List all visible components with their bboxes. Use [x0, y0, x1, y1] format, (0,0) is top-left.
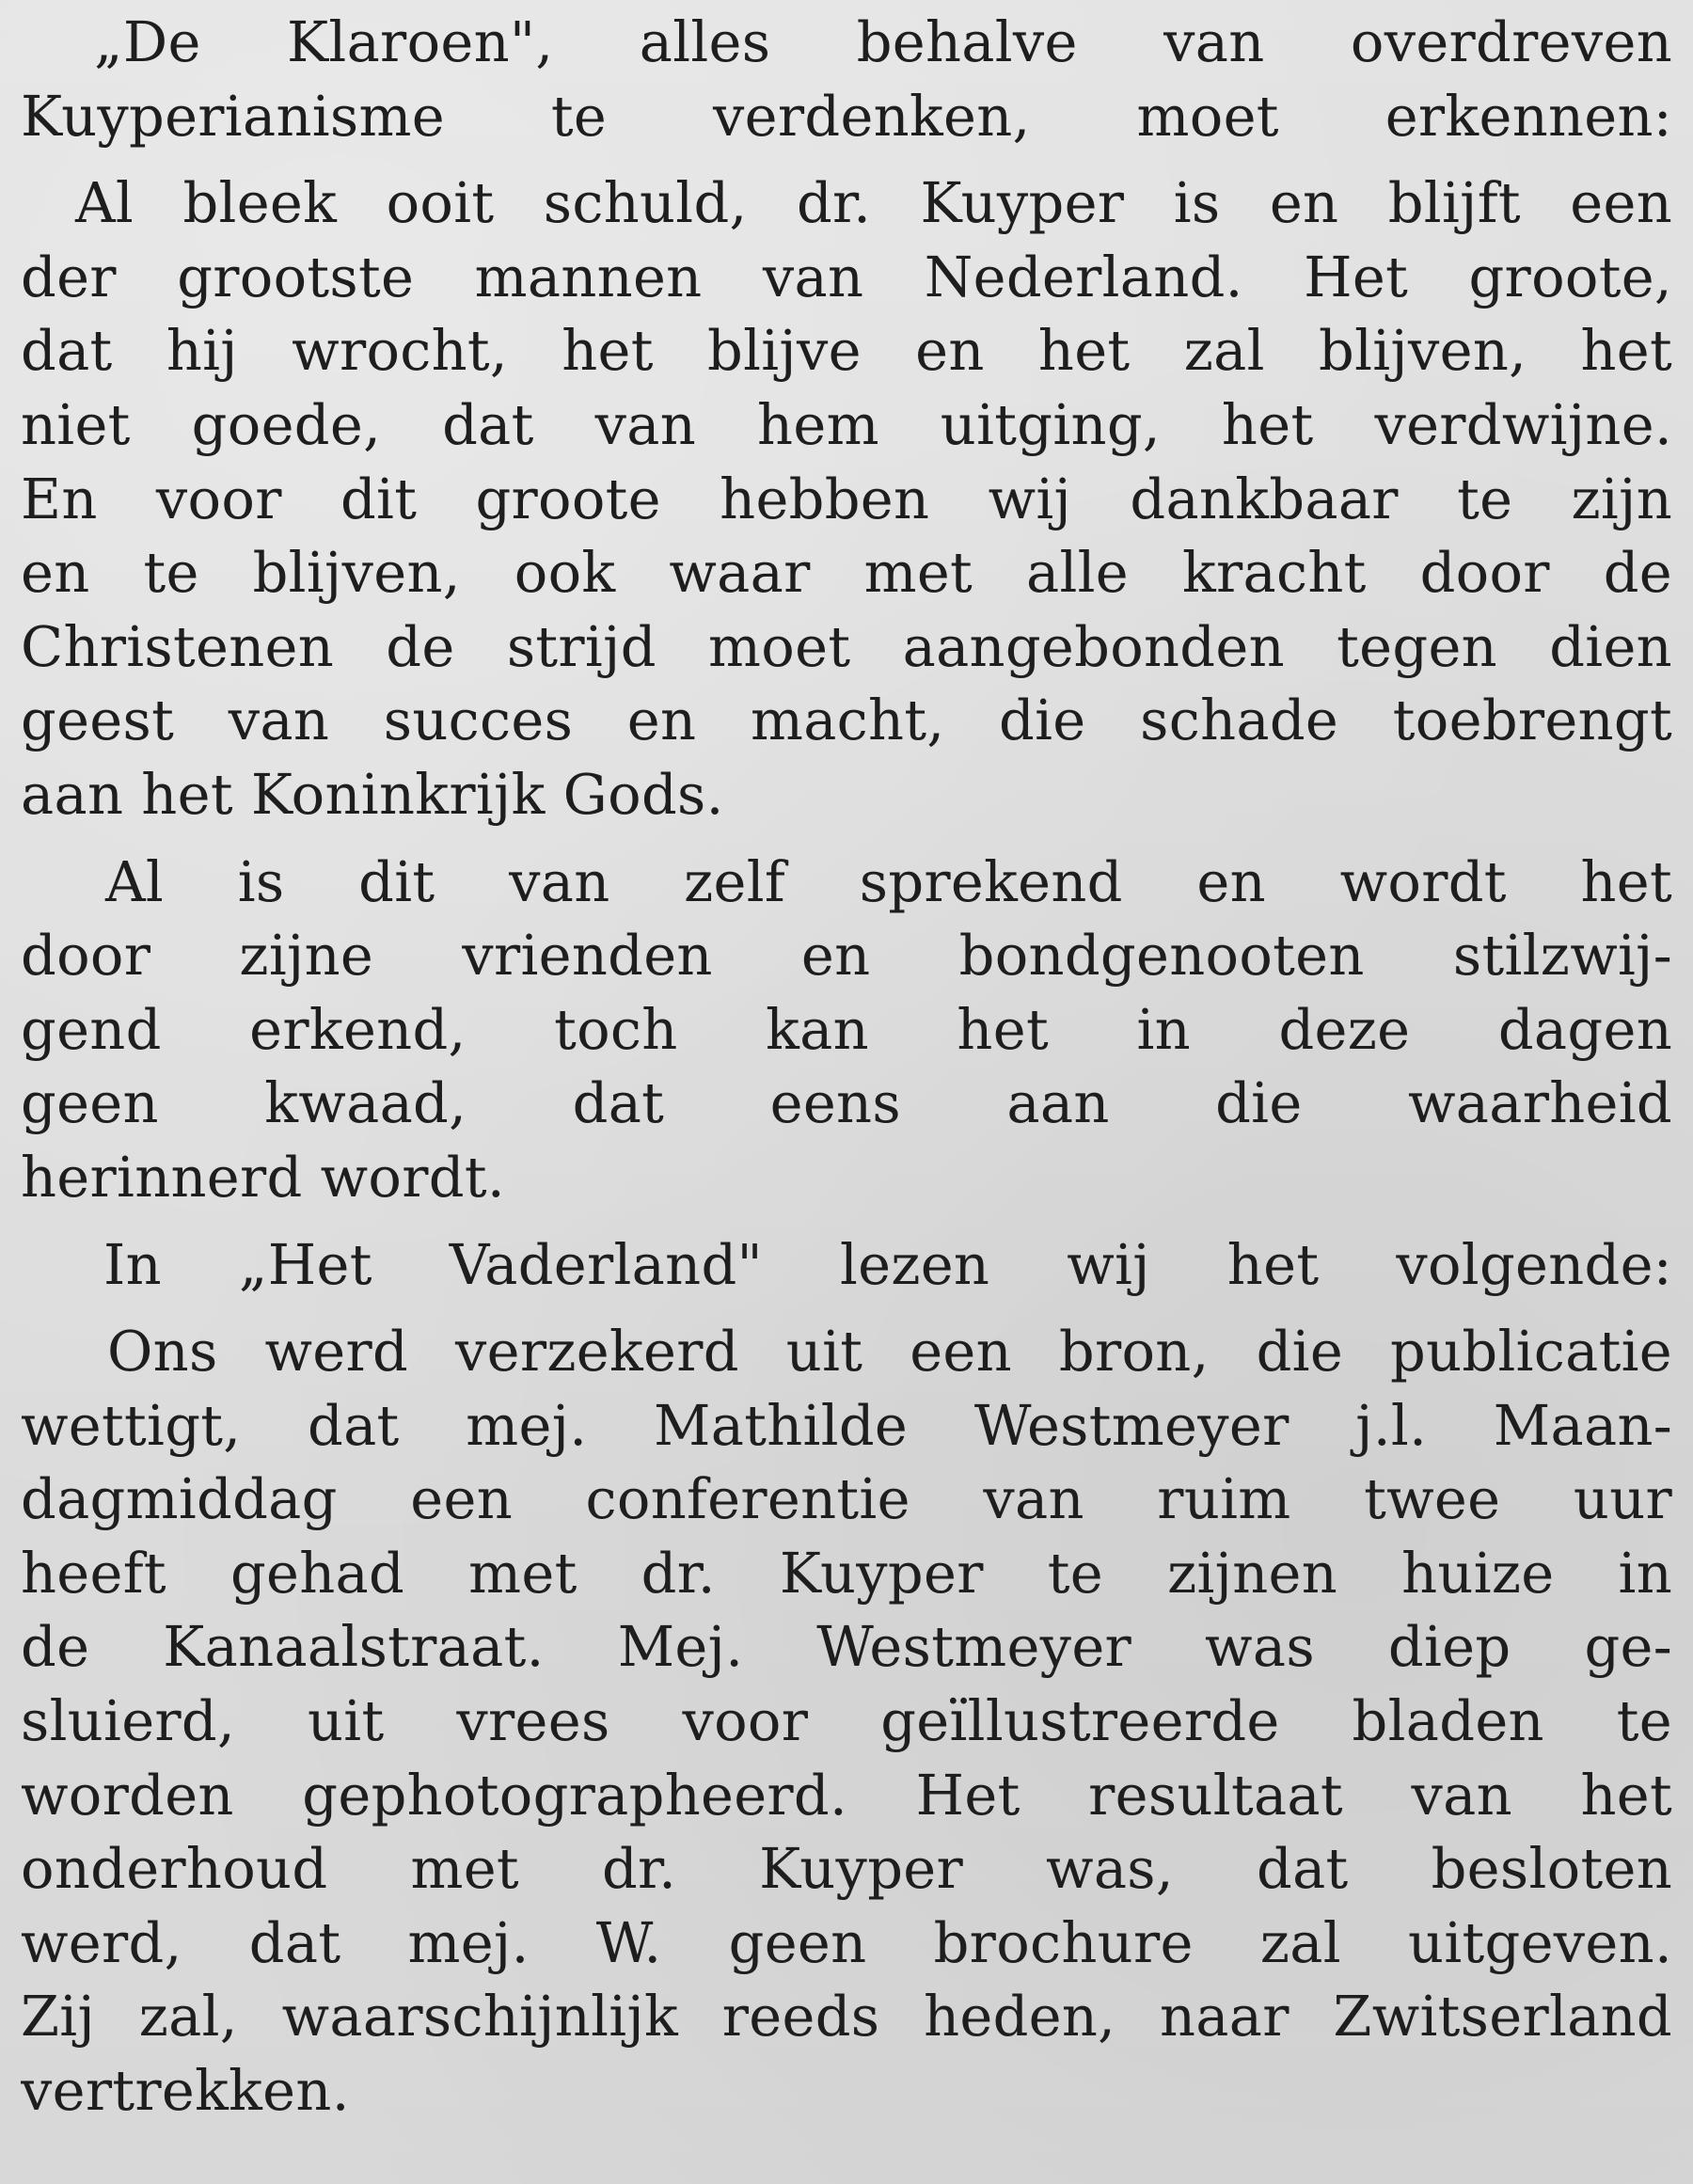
text-line: herinnerd wordt.: [21, 1144, 505, 1210]
paragraph-klaroen-quote: [21, 166, 1672, 831]
text-line: vertrekken.: [21, 2058, 350, 2124]
text-line: aan het Koninkrijk Gods.: [21, 761, 724, 827]
text-line: dagmiddag een conferentie van ruim twee uur: [21, 1466, 1672, 1532]
text-line: Zij zal, waarschijnlijk reeds heden, naar Zwitserland: [21, 1984, 1672, 2049]
text-line: „De Klaroen", alles behalve van overdreven: [94, 9, 1672, 74]
text-line: en te blijven, ook waar met alle kracht door de: [21, 540, 1672, 606]
text-line: der grootste mannen van Nederland. Het groote,: [21, 244, 1672, 309]
text-line: onderhoud met dr. Kuyper was, dat besloten: [21, 1836, 1672, 1902]
paragraph-vaderland-quote: [21, 1315, 1672, 2129]
text-line: sluierd, uit vrees voor geïllustreerde bladen te: [21, 1688, 1672, 1754]
text-line: wettigt, dat mej. Mathilde Westmeyer j.l. Maan-: [21, 1392, 1672, 1458]
paragraph-gap: [21, 1215, 1672, 1228]
text-line: niet goede, dat van hem uitging, het verdwijne.: [21, 391, 1672, 457]
text-line: dat hij wrocht, het blijve en het zal blijven, het: [21, 318, 1672, 384]
text-line: de Kanaalstraat. Mej. Westmeyer was diep ge-: [21, 1614, 1672, 1680]
text-line: Al is dit van zelf sprekend en wordt het: [105, 848, 1672, 914]
text-line: Kuyperianisme te verdenken, moet erkennen:: [21, 83, 1672, 149]
text-line: worden gephotographeerd. Het resultaat van het: [21, 1762, 1672, 1828]
text-line: heeft gehad met dr. Kuyper te zijnen huize in: [21, 1540, 1672, 1606]
text-line: werd, dat mej. W. geen brochure zal uitgeven.: [21, 1909, 1672, 1975]
paragraph-vaderland-intro: [21, 1228, 1672, 1303]
paragraph-commentary: [21, 846, 1672, 1215]
text-line: gend erkend, toch kan het in deze dagen: [21, 996, 1672, 1062]
paragraph-klaroen-intro: [21, 6, 1672, 153]
text-line: door zijne vrienden en bondgenooten stilzwij-: [21, 923, 1672, 989]
text-line: geen kwaad, dat eens aan die waarheid: [21, 1070, 1672, 1136]
text-line: Ons werd verzekerd uit een bron, die publicatie: [107, 1319, 1672, 1385]
text-line: geest van succes en macht, die schade toebrengt: [21, 688, 1672, 753]
text-line: In „Het Vaderland" lezen wij het volgende:: [103, 1231, 1672, 1297]
article-column: [21, 6, 1672, 2129]
text-line: En voor dit groote hebben wij dankbaar te zijn: [21, 466, 1672, 531]
paragraph-gap: [21, 832, 1672, 846]
paragraph-gap: [21, 1302, 1672, 1315]
text-line: Christenen de strijd moet aangebonden tegen dien: [21, 613, 1672, 679]
text-line: Al bleek ooit schuld, dr. Kuyper is en blijft een: [75, 170, 1672, 236]
paragraph-gap: [21, 153, 1672, 166]
